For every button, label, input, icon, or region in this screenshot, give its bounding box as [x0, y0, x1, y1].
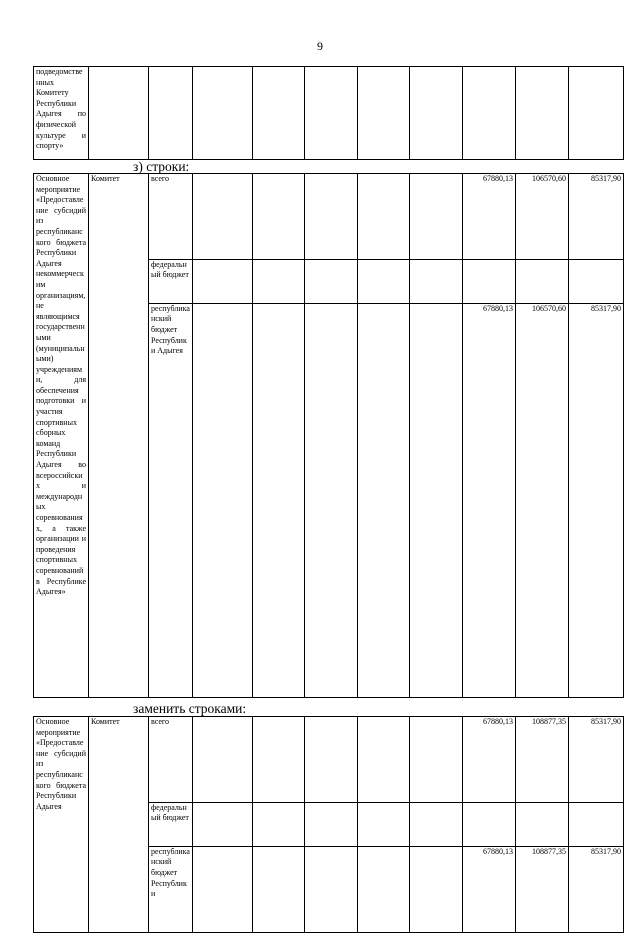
- table-continued: [33, 66, 624, 160]
- value-cell: 85317,90: [569, 174, 624, 260]
- value-cell: 85317,90: [569, 846, 624, 932]
- value-cell: 106570,60: [516, 303, 569, 697]
- source-republic: республиканский бюджет Республики: [149, 846, 193, 932]
- value-cell: 106570,60: [516, 174, 569, 260]
- value-cell: 67880,13: [463, 174, 516, 260]
- executor-cell: Комитет: [89, 174, 149, 698]
- activity-name-cell: Основное мероприятие «Предоставление субсидий из республиканского бюджета Республики Адыгея некоммерческим организациям, не являющимся государственными (муниципальными) учреждениями, для обеспечения подготовки и участия спортивных сборных команд Республики Адыгея во всероссийских и международных соревнованиях, а также организации и проведения спортивных соревнований в Республике Адыгея»: [34, 174, 89, 698]
- value-cell: 108877,35: [516, 717, 569, 803]
- source-all: всего: [149, 717, 193, 803]
- value-cell: 67880,13: [463, 717, 516, 803]
- table-section-z: [33, 173, 624, 698]
- value-cell: 67880,13: [463, 303, 516, 697]
- section-heading-z: з) строки:: [133, 159, 190, 174]
- value-cell: 85317,90: [569, 303, 624, 697]
- source-federal: федеральный бюджет: [149, 802, 193, 846]
- value-cell: 85317,90: [569, 717, 624, 803]
- value-cell: 67880,13: [463, 846, 516, 932]
- page-number: 9: [317, 39, 323, 53]
- program-cell: подведомственных Комитету Республики Адыгея по физической культуре и спорту»: [34, 67, 89, 160]
- value-cell: 108877,35: [516, 846, 569, 932]
- table-section-replace: [33, 716, 624, 933]
- source-all: всего: [149, 174, 193, 260]
- activity-name-cell: Основное мероприятие «Предоставление субсидий из республиканского бюджета Республики Адыгея: [34, 717, 89, 933]
- source-republic: республиканский бюджет Республики Адыгея: [149, 303, 193, 697]
- section-heading-replace: заменить строками:: [133, 701, 247, 716]
- executor-cell: Комитет: [89, 717, 149, 933]
- source-federal: федеральный бюджет: [149, 259, 193, 303]
